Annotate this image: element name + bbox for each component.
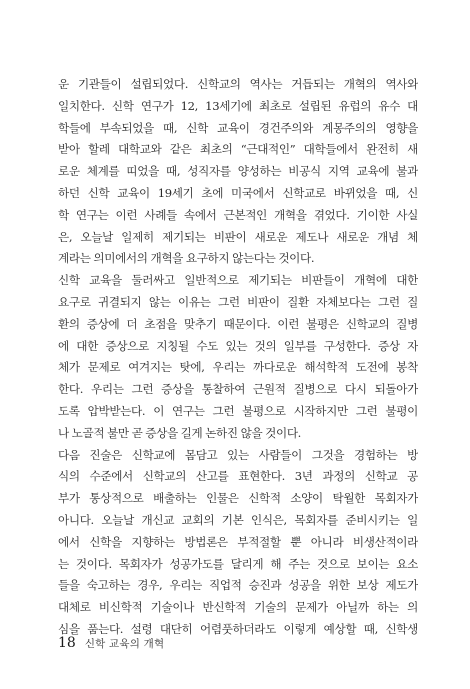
body-text (58, 74, 418, 641)
text-line: 는 것이다. 목회자가 성공가도를 달리게 해 주는 것으로 보이는 요소 (58, 556, 418, 571)
text-line: 하던 신학 교육이 19세기 초에 미국에서 신학교로 바뀌었을 때, 신 (58, 185, 418, 200)
text-line: 부가 통상적으로 배출하는 인물은 신학적 소양이 탁월한 목회자가 (58, 491, 418, 506)
text-line: 계라는 의미에서의 개혁을 요구하지 않는다는 것이다. (58, 251, 315, 266)
text-line: 식의 수준에서 신학교의 산고를 표현한다. 3년 과정의 신학교 공 (58, 469, 418, 484)
text-line: 환의 증상에 더 초점을 맞추기 때문이다. 이런 불평은 신학교의 질병 (58, 316, 418, 331)
text-line: 로운 체계를 띠었을 때, 성직자를 양성하는 비공식 지역 교육에 불과 (58, 164, 418, 179)
paragraph-3 (58, 445, 418, 641)
paragraph-1 (58, 74, 418, 270)
text-line: 받아 할레 대학교와 같은 최초의 “근대적인” 대학들에서 완전히 새 (58, 142, 418, 157)
text-line: 학들에 부속되었을 때, 신학 교육이 경건주의와 계몽주의의 영향을 (58, 120, 418, 135)
page-footer (58, 635, 164, 651)
page-number: 18 (58, 635, 76, 651)
text-line: 대체로 비신학적 기술이나 반신학적 기술의 문제가 아닐까 하는 의 (58, 600, 418, 615)
text-line: 한다. 우리는 그런 증상을 통찰하여 근원적 질병으로 다시 되돌아가 (58, 382, 418, 397)
text-line: 요구로 귀결되지 않는 이유는 그런 비판이 질환 자체보다는 그런 질 (58, 294, 418, 309)
paragraph-2 (58, 270, 418, 444)
text-line: 학 연구는 이런 사례들 속에서 근본적인 개혁을 겪었다. 기이한 사실 (58, 207, 418, 222)
text-line: 에 대한 증상으로 지칭될 수도 있는 것의 일부를 구성한다. 증상 자 (58, 338, 418, 353)
text-line: 다음 진술은 신학교에 몸담고 있는 사람들이 그것을 경험하는 방 (58, 447, 418, 462)
text-line: 일치한다. 신학 연구가 12, 13세기에 최초로 설립된 유럽의 유수 대 (58, 98, 418, 113)
text-line: 은, 오늘날 일제히 제기되는 비판이 새로운 제도나 새로운 개념 체 (58, 229, 418, 244)
text-line: 들을 숙고하는 경우, 우리는 직업적 승진과 성공을 위한 보상 제도가 (58, 578, 418, 593)
text-line: 에서 신학을 지향하는 방법론은 부적절할 뿐 아니라 비생산적이라 (58, 534, 418, 549)
text-line: 체가 문제로 여겨지는 탓에, 우리는 까다로운 해석학적 도전에 봉착 (58, 360, 418, 375)
text-line: 운 기관들이 설립되었다. 신학교의 역사는 거듭되는 개혁의 역사와 (58, 77, 418, 91)
text-line: 아니다. 오늘날 개신교 교회의 기본 인식은, 목회자를 준비시키는 일 (58, 512, 418, 527)
running-title: 신학 교육의 개혁 (84, 638, 165, 650)
text-line: 나 노골적 불만 곧 증상을 길게 논하진 않을 것이다. (58, 425, 302, 440)
text-line: 심을 품는다. 설령 대단히 어렴풋하더라도 이렇게 예상할 때, 신학생 (58, 621, 418, 636)
text-line: 신학 교육을 둘러싸고 일반적으로 제기되는 비판들이 개혁에 대한 (58, 273, 418, 288)
text-line: 도록 압박받는다. 이 연구는 그런 불평으로 시작하지만 그런 불평이 (58, 403, 418, 418)
